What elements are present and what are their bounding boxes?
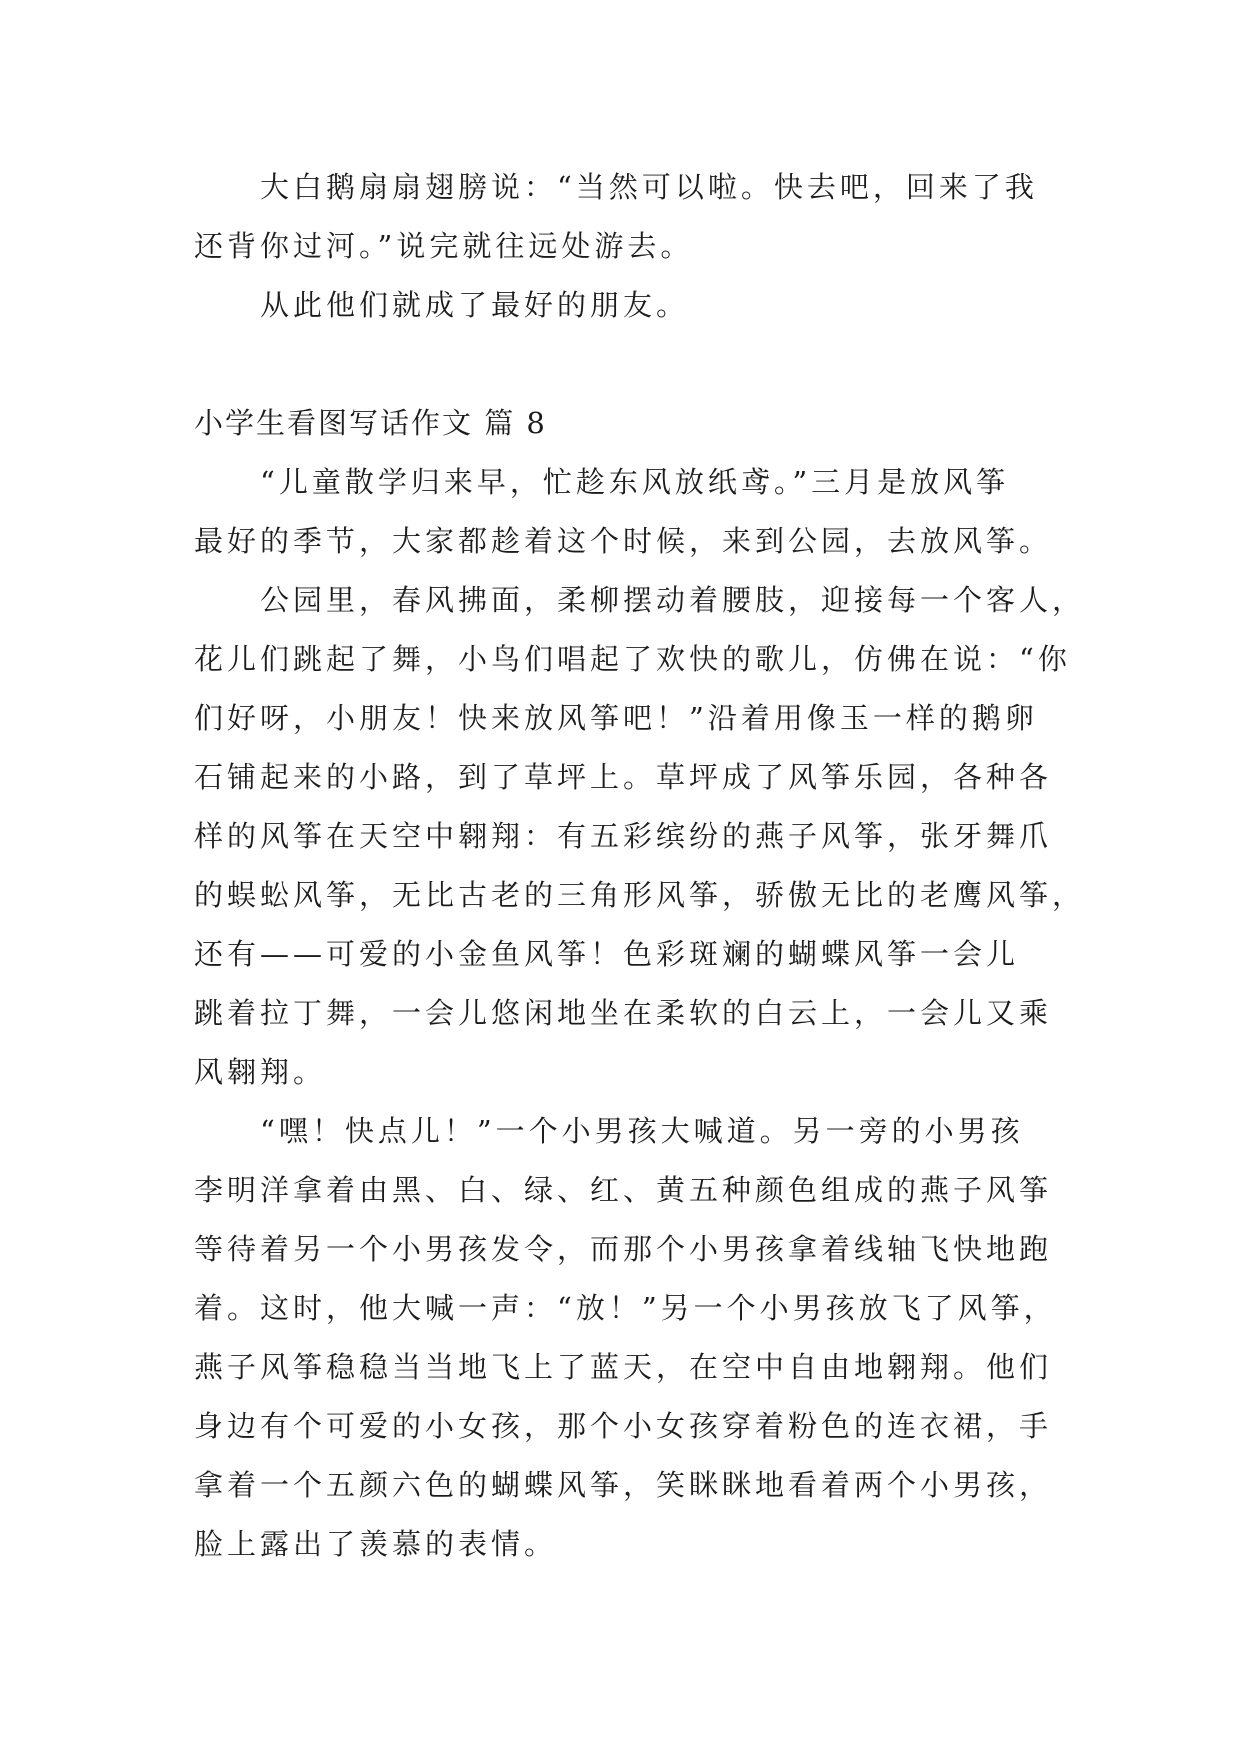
text-line: 还背你过河。”说完就往远处游去。 bbox=[194, 229, 694, 263]
text-line: 公园里，春风拂面，柔柳摆动着腰肢，迎接每一个客人， bbox=[260, 583, 1086, 617]
paragraph bbox=[194, 571, 1094, 1102]
paragraph bbox=[194, 1102, 1094, 1574]
section-heading: 小学生看图写话作文 篇 8 bbox=[194, 406, 547, 440]
text-line: 燕子风筝稳稳当当地飞上了蓝天，在空中自由地翱翔。他们 bbox=[194, 1350, 1053, 1384]
text-line: 身边有个可爱的小女孩，那个小女孩穿着粉色的连衣裙，手 bbox=[194, 1409, 1053, 1443]
paragraph bbox=[194, 158, 1094, 276]
text-line: 着。这时，他大喊一声：“放！”另一个小男孩放飞了风筝， bbox=[194, 1291, 1057, 1325]
text-line: 样的风筝在天空中翱翔：有五彩缤纷的燕子风筝，张牙舞爪 bbox=[194, 819, 1053, 853]
text-line: 大白鹅扇扇翅膀说：“当然可以啦。快去吧，回来了我 bbox=[260, 170, 1038, 204]
text-line: 花儿们跳起了舞，小鸟们唱起了欢快的歌儿，仿佛在说：“你 bbox=[194, 642, 1071, 676]
text-line: 脸上露出了羡慕的表情。 bbox=[194, 1527, 558, 1561]
text-line: “儿童散学归来早，忙趁东风放纸鸢。”三月是放风筝 bbox=[260, 465, 1010, 499]
text-line: 等待着另一个小男孩发令，而那个小男孩拿着线轴飞快地跑 bbox=[194, 1232, 1053, 1266]
text-line: 石铺起来的小路，到了草坪上。草坪成了风筝乐园，各种各 bbox=[194, 760, 1053, 794]
text-line: 拿着一个五颜六色的蝴蝶风筝，笑眯眯地看着两个小男孩， bbox=[194, 1468, 1053, 1502]
paragraph bbox=[194, 276, 1094, 335]
text-line: 跳着拉丁舞，一会儿悠闲地坐在柔软的白云上，一会儿又乘 bbox=[194, 996, 1053, 1030]
text-line: 的蜈蚣风筝，无比古老的三角形风筝，骄傲无比的老鹰风筝， bbox=[194, 878, 1086, 912]
text-line: 李明洋拿着由黑、白、绿、红、黄五种颜色组成的燕子风筝 bbox=[194, 1173, 1053, 1207]
text-line: 最好的季节，大家都趁着这个时候，来到公园，去放风筝。 bbox=[194, 524, 1053, 558]
text-line: 们好呀，小朋友！快来放风筝吧！”沿着用像玉一样的鹅卵 bbox=[194, 701, 1038, 735]
text-line: “嘿！快点儿！”一个小男孩大喊道。另一旁的小男孩 bbox=[260, 1114, 1024, 1148]
text-line: 还有——可爱的小金鱼风筝！色彩斑斓的蝴蝶风筝一会儿 bbox=[194, 937, 1020, 971]
blank-line bbox=[194, 335, 1094, 394]
text-line: 从此他们就成了最好的朋友。 bbox=[260, 288, 690, 322]
paragraph bbox=[194, 453, 1094, 571]
text-line: 风翱翔。 bbox=[194, 1055, 327, 1089]
page-content bbox=[194, 158, 1094, 1574]
